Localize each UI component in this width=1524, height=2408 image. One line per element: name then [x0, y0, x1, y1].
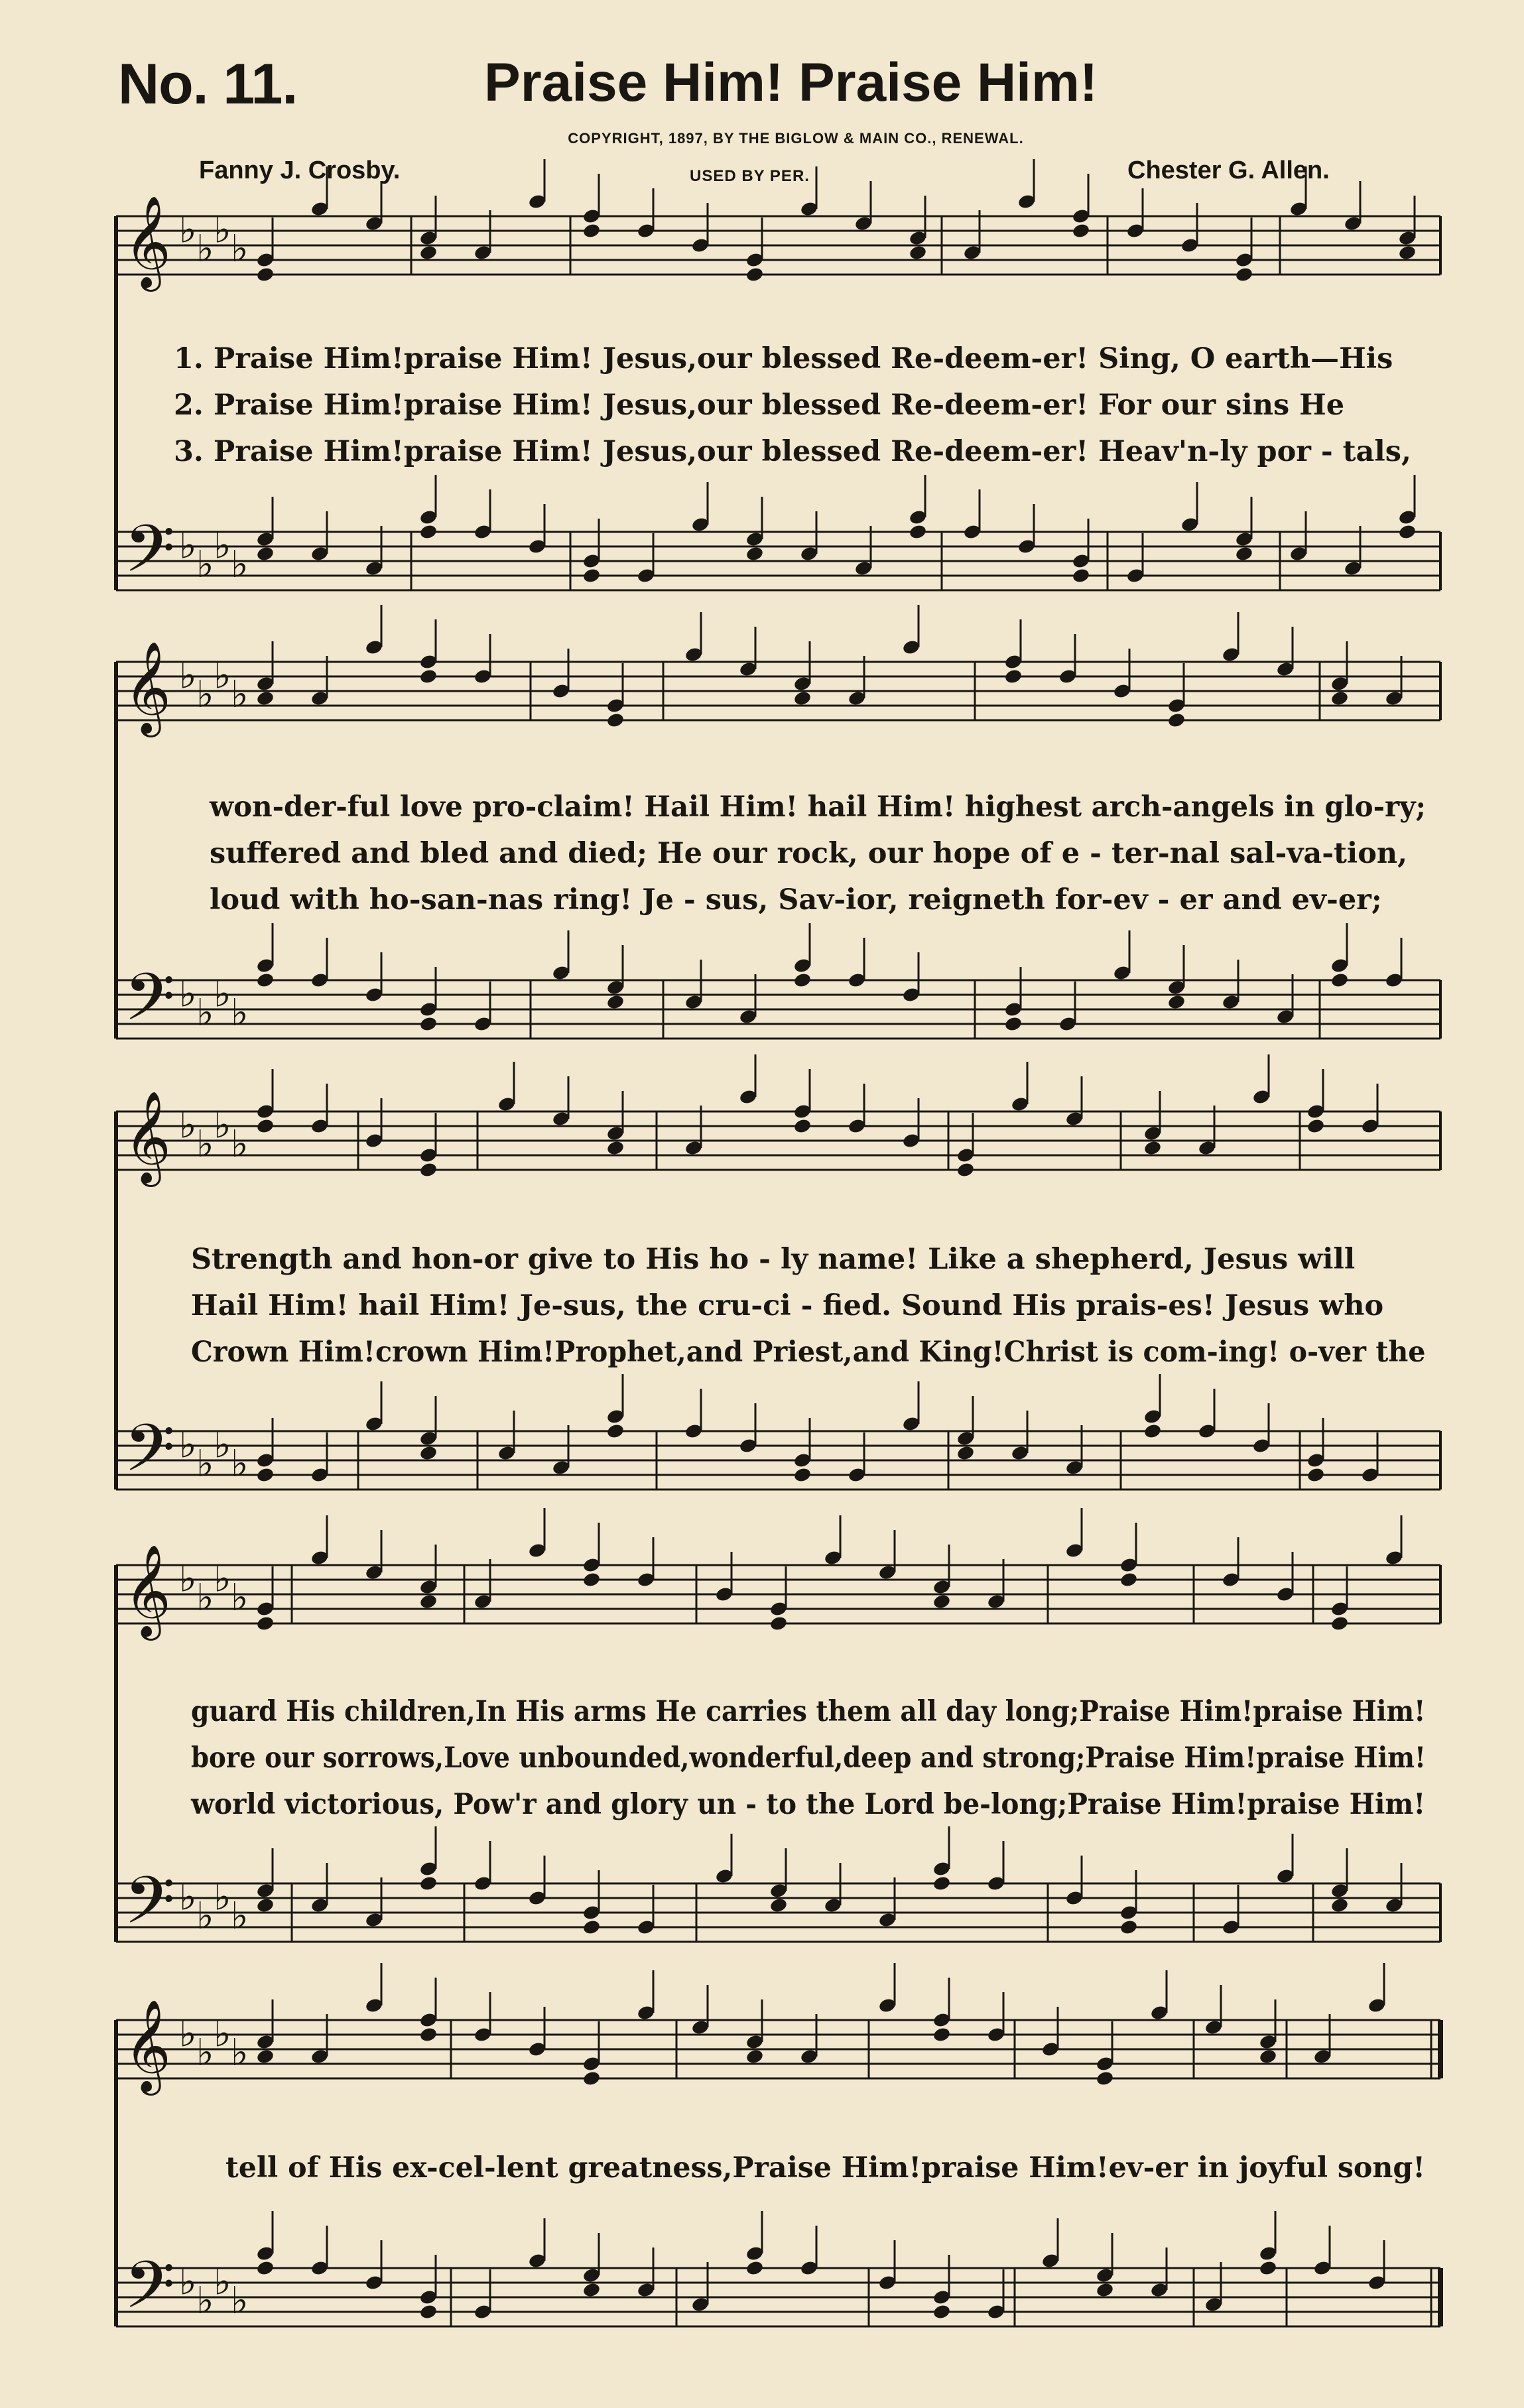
- note-head: [1143, 1423, 1163, 1439]
- note-head: [582, 2070, 602, 2086]
- flat-icon: ♭: [179, 972, 197, 1016]
- flat-icon: ♭: [214, 1557, 231, 1601]
- copyright-notice: COPYRIGHT, 1897, BY THE BIGLOW & MAIN CO., RENEWAL.: [568, 130, 1024, 147]
- note-head: [1167, 712, 1186, 728]
- note-head: [745, 2259, 765, 2276]
- note-head: [419, 1161, 438, 1178]
- note-head: [256, 545, 275, 562]
- note-head: [956, 1444, 976, 1461]
- note-head: [1119, 1571, 1139, 1588]
- note-head: [256, 2259, 275, 2276]
- note-head: [582, 2281, 602, 2298]
- note-head: [793, 690, 812, 706]
- lyric-line: suffered and bled and died; He our rock, our hope of e - ter-nal sal-va-tion,: [210, 837, 1408, 870]
- flat-icon: ♭: [214, 1875, 231, 1919]
- flat-icon: ♭: [214, 2012, 231, 2056]
- note-head: [256, 1615, 275, 1631]
- note-head: [1259, 2048, 1278, 2064]
- flat-icon: ♭: [214, 208, 231, 252]
- lyric-line: 2. Praise Him!praise Him! Jesus,our blessed Re-deem-er! For our sins He: [174, 389, 1345, 422]
- lyric-line: won-der-ful love pro-claim! Hail Him! hail Him! highest arch-angels in glo-ry;: [210, 791, 1427, 824]
- flat-icon: ♭: [179, 2012, 197, 2056]
- note-head: [1004, 1015, 1023, 1032]
- treble-clef-icon: 𝄞: [124, 1999, 171, 2092]
- flat-icon: ♭: [214, 972, 231, 1016]
- hymn-number: No. 11.: [118, 52, 298, 116]
- note-head: [256, 266, 275, 283]
- note-head: [1072, 567, 1091, 584]
- flat-icon: ♭: [179, 654, 197, 698]
- note-head: [606, 1423, 625, 1439]
- note-head: [419, 1015, 438, 1032]
- note-head: [1235, 545, 1254, 562]
- note-head: [769, 1897, 789, 1913]
- note-head: [1330, 690, 1350, 706]
- note-head: [909, 244, 928, 261]
- note-head: [419, 244, 438, 261]
- flat-icon: ♭: [196, 1576, 214, 1620]
- lyric-line: bore our sorrows,Love unbounded,wonderful,deep and strong;Praise Him!praise Him!: [191, 1742, 1426, 1775]
- note-head: [793, 972, 812, 988]
- flat-icon: ♭: [214, 2260, 231, 2304]
- flat-icon: ♭: [231, 1442, 249, 1486]
- bass-clef-icon: 𝄢: [124, 2248, 176, 2340]
- note-head: [745, 2048, 765, 2064]
- note-head: [582, 1919, 602, 1935]
- flat-icon: ♭: [179, 1557, 197, 1601]
- permission-note: USED BY PER.: [690, 167, 810, 185]
- note-head: [932, 1593, 952, 1610]
- note-head: [582, 1571, 602, 1588]
- lyric-line: tell of His ex-cel-lent greatness,Praise Him!praise Him!ev-er in joyful song!: [225, 2151, 1425, 2185]
- lyric-line: 1. Praise Him!praise Him! Jesus,our blessed Re-deem-er! Sing, O earth—His: [174, 342, 1393, 375]
- flat-icon: ♭: [231, 1895, 249, 1938]
- note-head: [793, 1117, 812, 1134]
- note-head: [1398, 244, 1417, 261]
- flat-icon: ♭: [231, 227, 249, 271]
- flat-icon: ♭: [179, 1875, 197, 1919]
- lyric-line: loud with ho-san-nas ring! Je - sus, Sav-ior, reigneth for-ev - er and ev-er;: [210, 883, 1382, 917]
- note-head: [256, 1466, 275, 1483]
- flat-icon: ♭: [231, 673, 249, 717]
- note-head: [606, 993, 625, 1010]
- flat-icon: ♭: [214, 654, 231, 698]
- note-head: [1330, 972, 1350, 988]
- note-head: [419, 1593, 438, 1610]
- lyric-line: Crown Him!crown Him!Prophet,and Priest,and King!Christ is com-ing! o-ver the: [191, 1336, 1426, 1369]
- note-head: [1306, 1117, 1326, 1134]
- note-head: [956, 1161, 976, 1178]
- flat-icon: ♭: [231, 2279, 249, 2323]
- flat-icon: ♭: [214, 524, 231, 568]
- note-head: [256, 972, 275, 988]
- flat-icon: ♭: [196, 227, 214, 271]
- note-head: [1072, 222, 1091, 239]
- treble-clef-icon: 𝄞: [124, 196, 171, 288]
- flat-icon: ♭: [196, 673, 214, 717]
- note-head: [256, 2048, 275, 2064]
- lyric-line: guard His children,In His arms He carries them all day long;Praise Him!praise Him!: [191, 1695, 1426, 1728]
- note-head: [419, 668, 438, 684]
- flat-icon: ♭: [196, 543, 214, 587]
- note-head: [909, 523, 928, 540]
- flat-icon: ♭: [196, 991, 214, 1035]
- bass-clef-icon: 𝄢: [124, 1411, 176, 1503]
- composer: Chester G. Allen.: [1127, 157, 1330, 184]
- flat-icon: ♭: [231, 1576, 249, 1620]
- note-head: [1398, 523, 1417, 540]
- treble-clef-icon: 𝄞: [124, 1091, 171, 1184]
- note-head: [769, 1615, 789, 1631]
- note-head: [745, 545, 765, 562]
- flat-icon: ♭: [179, 2260, 197, 2304]
- flat-icon: ♭: [196, 2279, 214, 2323]
- note-head: [932, 2303, 952, 2320]
- note-head: [745, 266, 765, 283]
- note-head: [606, 712, 625, 728]
- treble-clef-icon: 𝄞: [124, 1545, 171, 1637]
- note-head: [1004, 668, 1023, 684]
- lyric-line: Strength and hon-or give to His ho - ly name! Like a shepherd, Jesus will: [191, 1243, 1356, 1276]
- note-head: [419, 1875, 438, 1891]
- flat-icon: ♭: [196, 1123, 214, 1167]
- lyricist: Fanny J. Crosby.: [199, 157, 401, 184]
- note-head: [419, 523, 438, 540]
- note-head: [932, 1875, 952, 1891]
- note-head: [419, 2303, 438, 2320]
- note-head: [256, 1897, 275, 1913]
- flat-icon: ♭: [179, 208, 197, 252]
- note-head: [1330, 1615, 1350, 1631]
- bass-clef-icon: 𝄢: [124, 960, 176, 1052]
- note-head: [1167, 993, 1186, 1010]
- note-head: [1259, 2259, 1278, 2276]
- flat-icon: ♭: [196, 1442, 214, 1486]
- treble-clef-icon: 𝄞: [124, 641, 171, 734]
- note-head: [606, 1139, 625, 1156]
- note-head: [1143, 1139, 1163, 1156]
- note-head: [793, 1466, 812, 1483]
- flat-icon: ♭: [231, 1123, 249, 1167]
- flat-icon: ♭: [231, 991, 249, 1035]
- bass-clef-icon: 𝄢: [124, 511, 176, 604]
- hymn-title: Praise Him! Praise Him!: [484, 52, 1098, 113]
- note-head: [256, 690, 275, 706]
- bass-clef-icon: 𝄢: [124, 1863, 176, 1956]
- note-head: [256, 1117, 275, 1134]
- flat-icon: ♭: [179, 1104, 197, 1147]
- lyric-line: 3. Praise Him!praise Him! Jesus,our blessed Re-deem-er! Heav'n-ly por - tals,: [174, 435, 1411, 468]
- note-head: [1330, 1897, 1350, 1913]
- note-head: [932, 2026, 952, 2043]
- flat-icon: ♭: [179, 524, 197, 568]
- flat-icon: ♭: [179, 1423, 197, 1467]
- note-head: [1306, 1466, 1326, 1483]
- flat-icon: ♭: [196, 1895, 214, 1938]
- note-head: [419, 1444, 438, 1461]
- note-head: [1096, 2281, 1115, 2298]
- note-head: [419, 2026, 438, 2043]
- note-head: [582, 222, 602, 239]
- flat-icon: ♭: [196, 2031, 214, 2075]
- note-head: [582, 567, 602, 584]
- flat-icon: ♭: [231, 543, 249, 587]
- note-head: [1235, 266, 1254, 283]
- lyric-line: Hail Him! hail Him! Je-sus, the cru-ci - fied. Sound His prais-es! Jesus who: [191, 1289, 1384, 1322]
- flat-icon: ♭: [231, 2031, 249, 2075]
- flat-icon: ♭: [214, 1104, 231, 1147]
- lyric-line: world victorious, Pow'r and glory un - to the Lord be-long;Praise Him!praise Him!: [191, 1788, 1426, 1821]
- note-head: [1096, 2070, 1115, 2086]
- note-head: [1119, 1919, 1139, 1935]
- flat-icon: ♭: [214, 1423, 231, 1467]
